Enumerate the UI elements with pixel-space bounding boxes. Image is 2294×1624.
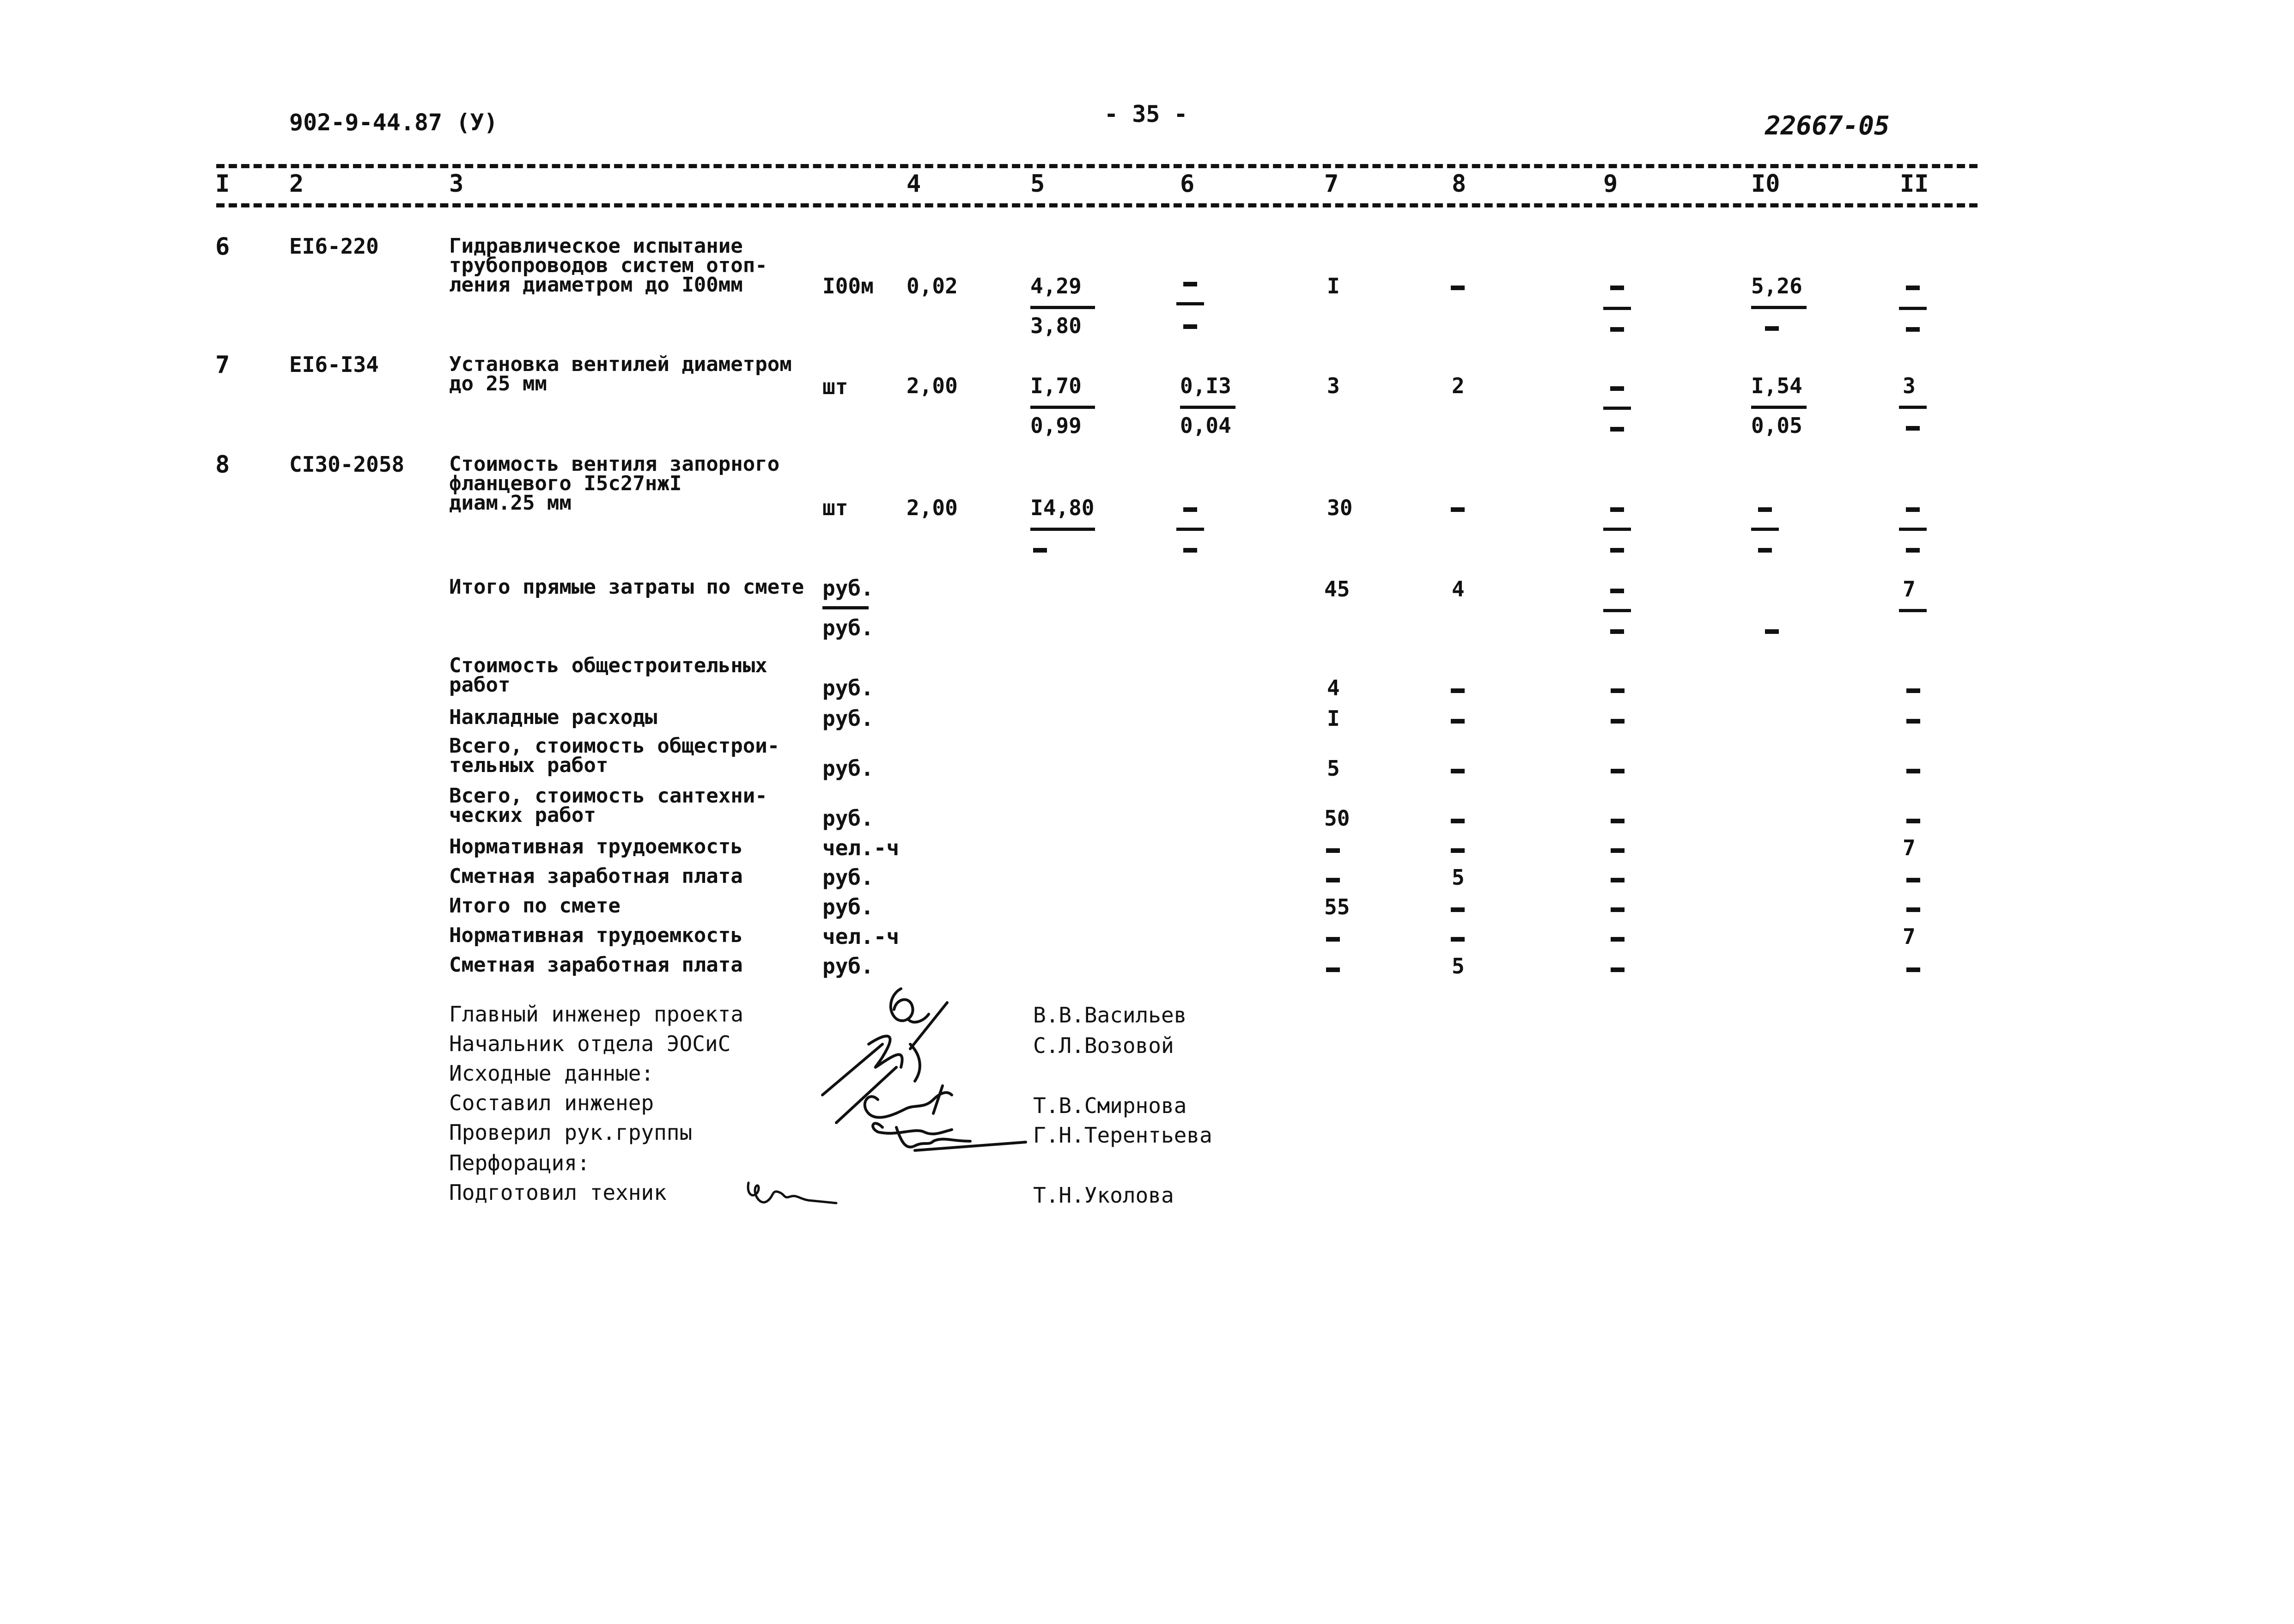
summary-c7-dash bbox=[1326, 967, 1340, 972]
work-description: Стоимость вентиля запорного фланцевого I5c27нжI диам.25 мм bbox=[449, 452, 780, 515]
cell-5-bottom: 3,80 bbox=[1030, 313, 1082, 338]
summary-c8-dash bbox=[1451, 719, 1465, 724]
summary-label: Нормативная трудоемкость bbox=[449, 924, 743, 947]
col-header: 7 bbox=[1324, 170, 1339, 198]
fraction-bar bbox=[1030, 306, 1095, 309]
signature-role: Исходные данные: bbox=[449, 1061, 654, 1086]
summary-label: Сметная заработная плата bbox=[449, 864, 743, 888]
cell-6-dashes bbox=[1176, 282, 1204, 333]
total-direct-c11: 7 bbox=[1903, 577, 1916, 602]
summary-unit: чел.-ч bbox=[822, 835, 900, 860]
unit: шт bbox=[822, 374, 848, 399]
summary-label: Итого по смете bbox=[449, 894, 621, 918]
summary-unit: руб. bbox=[822, 894, 874, 919]
cell-5-bottom-dash bbox=[1033, 548, 1047, 553]
fraction-bar bbox=[1030, 406, 1095, 409]
summary-c8-dash bbox=[1451, 819, 1465, 823]
fraction-bar bbox=[1180, 406, 1235, 409]
cell-9-dashes bbox=[1603, 507, 1631, 553]
page-number: - 35 - bbox=[1104, 101, 1188, 128]
signature-name: Г.Н.Терентьева bbox=[1033, 1123, 1212, 1148]
signature-name: Т.В.Смирнова bbox=[1033, 1093, 1187, 1118]
signature-name: Т.Н.Уколова bbox=[1033, 1183, 1174, 1208]
total-direct-unit-bottom: руб. bbox=[822, 615, 874, 640]
summary-c11-dash bbox=[1906, 878, 1920, 882]
summary-c9-dash bbox=[1611, 937, 1625, 942]
document-code: 902-9-44.87 (У) bbox=[289, 109, 498, 136]
summary-c7: 55 bbox=[1324, 894, 1350, 919]
col-header: 4 bbox=[907, 170, 921, 198]
summary-c9-dash bbox=[1611, 848, 1625, 853]
cell-5-top: I4,80 bbox=[1030, 495, 1095, 520]
summary-c11-dash bbox=[1906, 719, 1920, 724]
summary-c9-dash bbox=[1611, 719, 1625, 724]
norm-code: EI6-I34 bbox=[289, 352, 379, 377]
summary-c11-dash bbox=[1906, 907, 1920, 912]
signature-name: С.Л.Возовой bbox=[1033, 1033, 1174, 1058]
cell-11-dashes bbox=[1899, 286, 1927, 332]
summary-c7-dash bbox=[1326, 878, 1340, 882]
cell-7: I bbox=[1327, 274, 1340, 298]
summary-label: Сметная заработная плата bbox=[449, 953, 743, 977]
technician-signature bbox=[739, 1174, 841, 1215]
quantity: 0,02 bbox=[907, 274, 958, 298]
col-header: II bbox=[1900, 170, 1929, 198]
signature-role: Перфорация: bbox=[449, 1150, 590, 1175]
row-number: 8 bbox=[215, 451, 230, 479]
col-header: I bbox=[215, 170, 230, 198]
signature-role: Составил инженер bbox=[449, 1090, 654, 1115]
row-number: 6 bbox=[215, 233, 230, 261]
total-direct-c7: 45 bbox=[1324, 577, 1350, 602]
summary-label: Стоимость общестроительных работ bbox=[449, 654, 767, 697]
signature-role: Подготовил техник bbox=[449, 1180, 667, 1205]
summary-c8-dash bbox=[1451, 907, 1465, 912]
summary-c9-dash bbox=[1611, 967, 1625, 972]
summary-c11: 7 bbox=[1903, 924, 1916, 949]
summary-label: Накладные расходы bbox=[449, 706, 657, 729]
summary-label: Всего, стоимость общестрои- тельных работ bbox=[449, 734, 780, 777]
quantity: 2,00 bbox=[907, 495, 958, 520]
signature-role: Проверил рук.группы bbox=[449, 1120, 693, 1145]
summary-c7: 50 bbox=[1324, 806, 1350, 831]
cell-8-dash bbox=[1451, 507, 1465, 512]
cell-5-bottom: 0,99 bbox=[1030, 413, 1082, 438]
work-description: Установка вентилей диаметром до 25 мм bbox=[449, 353, 792, 395]
cell-9-dashes bbox=[1603, 386, 1631, 432]
col-header: 8 bbox=[1452, 170, 1466, 198]
cell-7: 3 bbox=[1327, 373, 1340, 398]
quantity: 2,00 bbox=[907, 373, 958, 398]
cell-8: 2 bbox=[1452, 373, 1465, 398]
cell-10-bottom: 0,05 bbox=[1751, 413, 1802, 438]
summary-unit: руб. bbox=[822, 954, 874, 979]
summary-c7-dash bbox=[1326, 937, 1340, 942]
cell-9-dashes bbox=[1603, 589, 1631, 635]
cell-11-dashes bbox=[1899, 406, 1927, 433]
summary-c11-dash bbox=[1906, 688, 1920, 693]
summary-c7: 5 bbox=[1327, 756, 1340, 781]
cell-9-dashes bbox=[1603, 286, 1631, 332]
col-header: 3 bbox=[449, 170, 464, 198]
row-number: 7 bbox=[215, 351, 230, 379]
summary-c7-dash bbox=[1326, 848, 1340, 853]
summary-c9-dash bbox=[1611, 688, 1625, 693]
summary-c8-dash bbox=[1451, 848, 1465, 853]
cell-5-top: I,70 bbox=[1030, 373, 1082, 398]
total-direct-c8: 4 bbox=[1452, 577, 1465, 602]
signature-role: Начальник отдела ЭОСиС bbox=[449, 1031, 731, 1056]
cell-11-dashes bbox=[1899, 507, 1927, 553]
cell-5-top: 4,29 bbox=[1030, 274, 1082, 298]
cell-10-dash bbox=[1765, 629, 1779, 634]
summary-c7: I bbox=[1327, 706, 1340, 731]
col-header: 9 bbox=[1603, 170, 1618, 198]
summary-label: Всего, стоимость сантехни- ческих работ bbox=[449, 784, 767, 827]
col-header: 2 bbox=[289, 170, 304, 198]
summary-label: Нормативная трудоемкость bbox=[449, 835, 743, 858]
summary-unit: руб. bbox=[822, 756, 874, 781]
fraction-bar bbox=[1751, 406, 1807, 409]
summary-c11-dash bbox=[1906, 967, 1920, 972]
fraction-bar bbox=[1899, 609, 1927, 612]
norm-code: EI6-220 bbox=[289, 234, 379, 259]
cell-10-top: I,54 bbox=[1751, 373, 1802, 398]
cell-10-bottom-dash bbox=[1765, 326, 1779, 331]
summary-c11-dash bbox=[1906, 819, 1920, 823]
summary-c8: 5 bbox=[1452, 865, 1465, 890]
unit: шт bbox=[822, 495, 848, 520]
col-header: I0 bbox=[1751, 170, 1780, 198]
fraction-bar bbox=[822, 606, 869, 609]
summary-c8: 5 bbox=[1452, 954, 1465, 979]
cell-10-dashes bbox=[1751, 507, 1779, 553]
document-stamp: 22667-05 bbox=[1765, 111, 1890, 141]
summary-unit: руб. bbox=[822, 706, 874, 731]
summary-c9-dash bbox=[1611, 819, 1625, 823]
summary-c9-dash bbox=[1611, 769, 1625, 773]
header-top-rule bbox=[216, 164, 1978, 168]
fraction-bar bbox=[1751, 306, 1807, 309]
summary-unit: руб. bbox=[822, 865, 874, 890]
summary-unit: руб. bbox=[822, 675, 874, 700]
work-description: Гидравлическое испытание трубопроводов систем отоп- ления диаметром до I00мм bbox=[449, 234, 767, 297]
summary-c9-dash bbox=[1611, 907, 1625, 912]
cell-6-top: 0,I3 bbox=[1180, 373, 1231, 398]
cell-6-bottom: 0,04 bbox=[1180, 413, 1231, 438]
norm-code: CI30-2058 bbox=[289, 452, 405, 477]
cell-11: 3 bbox=[1903, 373, 1916, 398]
summary-c7: 4 bbox=[1327, 675, 1340, 700]
cell-7: 30 bbox=[1327, 495, 1353, 520]
fraction-bar bbox=[1030, 528, 1095, 531]
total-direct-label: Итого прямые затраты по смете bbox=[449, 575, 804, 599]
summary-c8-dash bbox=[1451, 769, 1465, 773]
summary-c8-dash bbox=[1451, 688, 1465, 693]
summary-c9-dash bbox=[1611, 878, 1625, 882]
cell-10-top: 5,26 bbox=[1751, 274, 1802, 298]
cell-6-dashes bbox=[1176, 507, 1204, 553]
signature-role: Главный инженер проекта bbox=[449, 1002, 743, 1027]
col-header: 6 bbox=[1180, 170, 1195, 198]
total-direct-unit-top: руб. bbox=[822, 576, 874, 601]
unit: I00м bbox=[822, 274, 874, 298]
cell-8-dash bbox=[1451, 286, 1465, 290]
summary-unit: чел.-ч bbox=[822, 924, 900, 949]
header-bottom-rule bbox=[216, 203, 1978, 207]
col-header: 5 bbox=[1030, 170, 1045, 198]
signature-name: В.В.Васильев bbox=[1033, 1003, 1187, 1028]
summary-unit: руб. bbox=[822, 806, 874, 831]
summary-c8-dash bbox=[1451, 937, 1465, 942]
summary-c11-dash bbox=[1906, 769, 1920, 773]
summary-c11: 7 bbox=[1903, 835, 1916, 860]
